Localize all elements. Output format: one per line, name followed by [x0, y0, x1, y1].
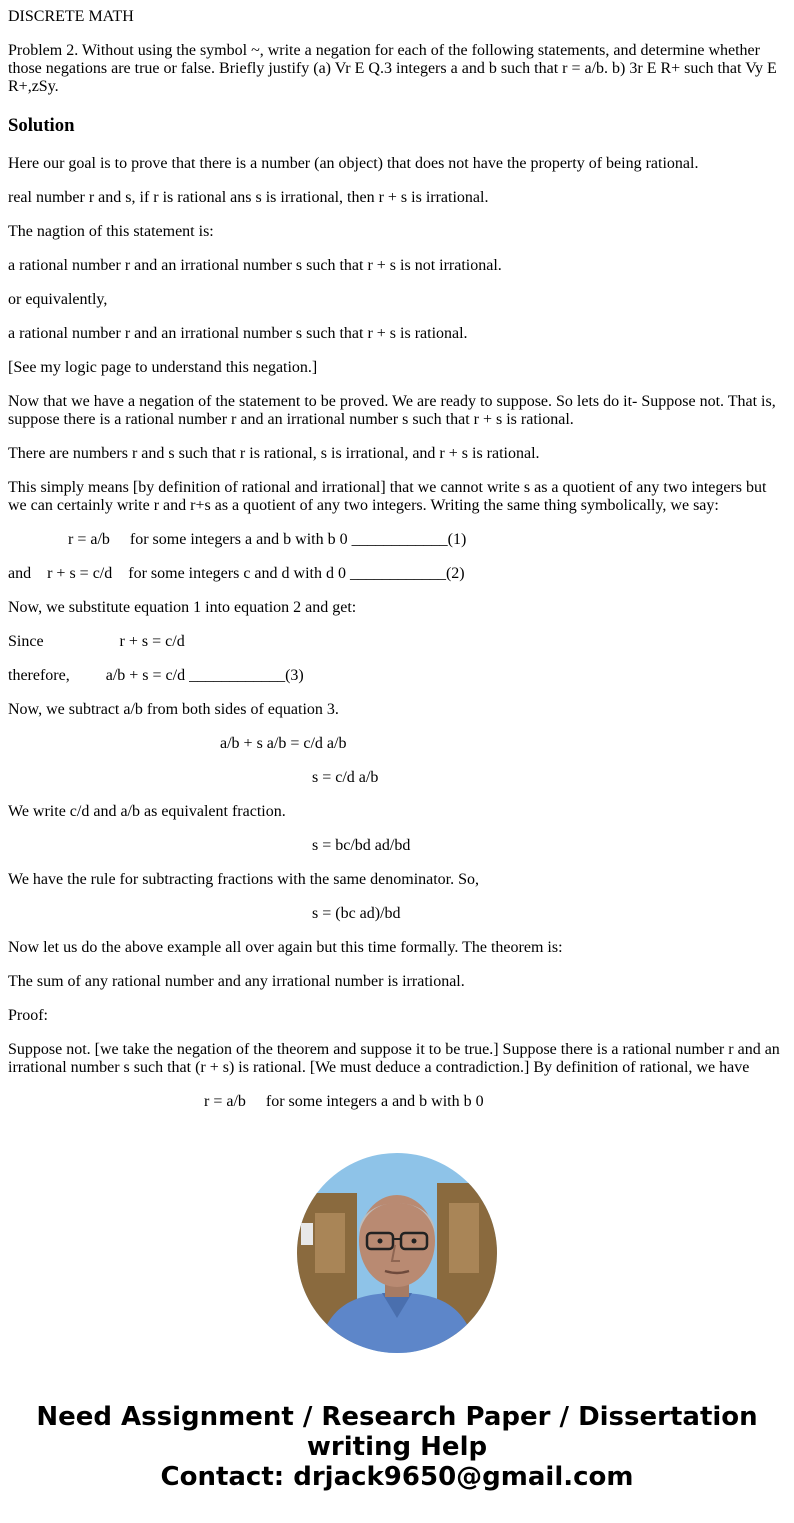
problem-statement: Problem 2. Without using the symbol ~, write a negation for each of the following statements, and determine whether those negations are true or false. Briefly justify (a) Vr E Q.3 integers a and b such that r = a/b. b) 3r E R+ such that Vy E R+,zSy.: [8, 42, 777, 95]
right-eye: [412, 1239, 417, 1244]
since-line: Since r + s = c/d: [8, 633, 185, 650]
solution-heading: Solution: [8, 115, 75, 136]
promo-contact: Contact: drjack9650@gmail.com: [160, 1462, 634, 1492]
paragraph-4: a rational number r and an irrational number s such that r + s is not irrational.: [8, 257, 502, 274]
paragraph-6: a rational number r and an irrational number s such that r + s is rational.: [8, 325, 468, 342]
equation-4: a/b + s a/b = c/d a/b: [8, 735, 347, 752]
proof-paragraph: Suppose not. [we take the negation of the theorem and suppose it to be true.] Suppose there is a rational number r and an irrational number s such that (r + s) is rational. [We must deduce a contradiction.] By definition of rational, we have: [8, 1041, 780, 1076]
paragraph-rule: We have the rule for subtracting fractions with the same denominator. So,: [8, 871, 480, 888]
portrait-illustration: [297, 1153, 497, 1353]
paragraph-substitute: Now, we substitute equation 1 into equation 2 and get:: [8, 599, 357, 616]
paragraph-3: The nagtion of this statement is:: [8, 223, 214, 240]
equation-5: s = c/d a/b: [8, 769, 379, 786]
equation-6: s = bc/bd ad/bd: [8, 837, 411, 854]
proof-label: Proof:: [8, 1007, 48, 1024]
theorem-statement: The sum of any rational number and any irrational number is irrational.: [8, 973, 465, 990]
paragraph-8: Now that we have a negation of the statement to be proved. We are ready to suppose. So lets do it- Suppose not. That is, suppose there is a rational number r and an irrational number s such that r + s is rational.: [8, 393, 776, 428]
equation-1: r = a/b for some integers a and b with b 0 ____________(1): [8, 531, 467, 548]
equation-8: r = a/b for some integers a and b with b 0: [8, 1093, 484, 1110]
paragraph-10: This simply means [by definition of rational and irrational] that we cannot write s as a quotient of any two integers but we can certainly write r and r+s as a quotient of any two integers. Writing the same thing symbolically, we say:: [8, 479, 767, 514]
paragraph-formal: Now let us do the above example all over again but this time formally. The theorem is:: [8, 939, 563, 956]
equation-2: and r + s = c/d for some integers c and d with d 0 ____________(2): [8, 565, 465, 582]
promo-line-1: Need Assignment / Research Paper / Dissertation: [36, 1402, 758, 1432]
wood-carving-left: [315, 1213, 345, 1273]
paragraph-7: [See my logic page to understand this negation.]: [8, 359, 318, 376]
paragraph-9: There are numbers r and s such that r is rational, s is irrational, and r + s is rational.: [8, 445, 540, 462]
wood-carving-right: [449, 1203, 479, 1273]
equation-3: therefore, a/b + s = c/d ____________(3): [8, 667, 304, 684]
paragraph-1: Here our goal is to prove that there is a number (an object) that does not have the property of being rational.: [8, 155, 699, 172]
promo-line-2: writing Help: [306, 1432, 488, 1462]
left-eye: [378, 1239, 383, 1244]
category-title: DISCRETE MATH: [8, 8, 134, 25]
equation-7: s = (bc ad)/bd: [8, 905, 401, 922]
paragraph-5: or equivalently,: [8, 291, 108, 308]
paragraph-subtract: Now, we subtract a/b from both sides of equation 3.: [8, 701, 339, 718]
wall-switch: [301, 1223, 313, 1245]
paragraph-equivalent: We write c/d and a/b as equivalent fraction.: [8, 803, 286, 820]
promo-footer: [0, 1402, 794, 1492]
paragraph-2: real number r and s, if r is rational ans s is irrational, then r + s is irrational.: [8, 189, 489, 206]
author-avatar: [297, 1153, 497, 1353]
